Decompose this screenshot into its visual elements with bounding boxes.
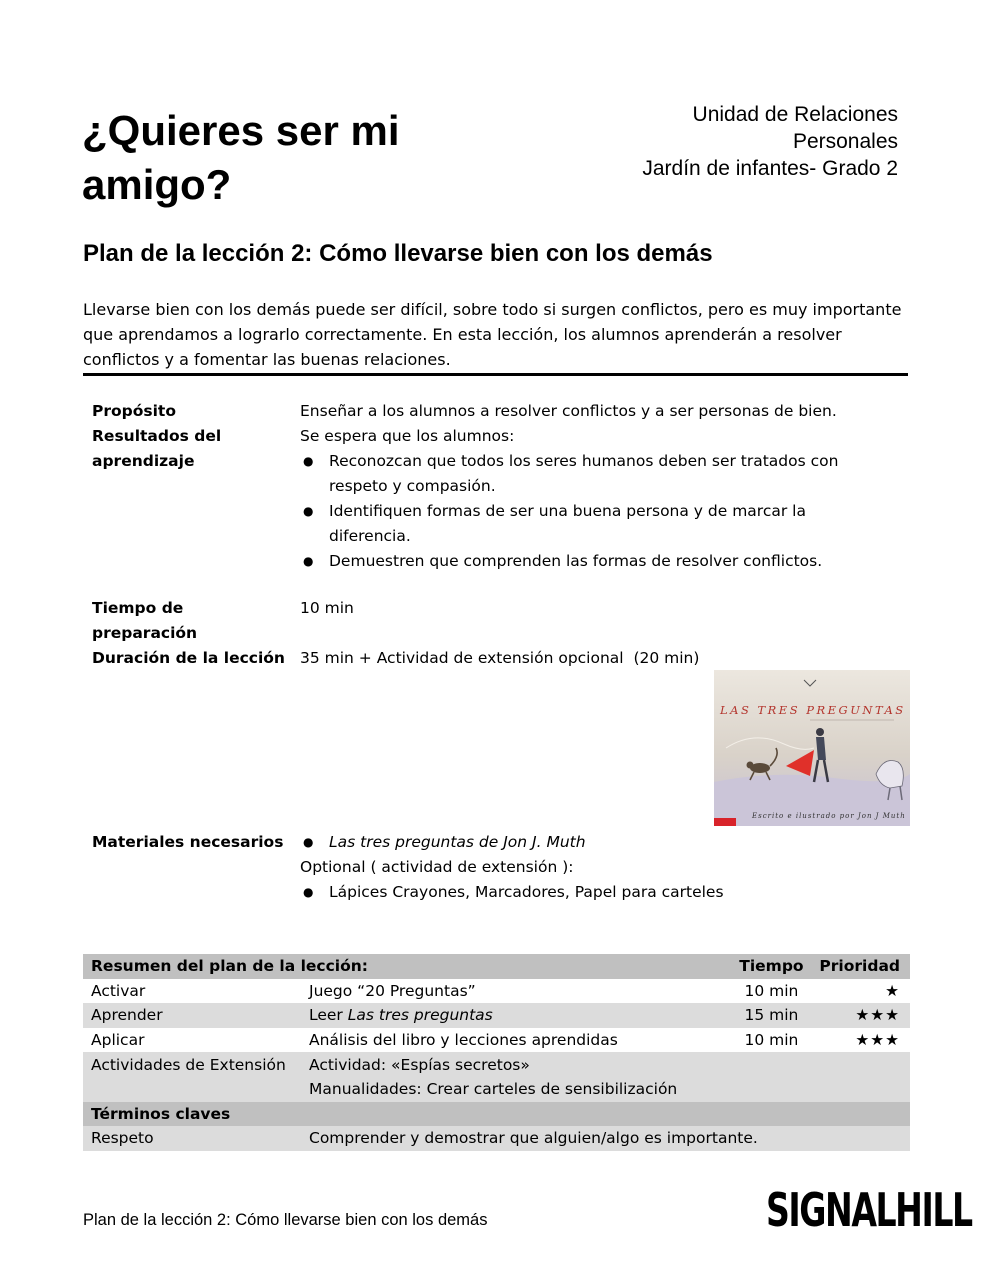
grade-level: Jardín de infantes- Grado 2 — [642, 157, 898, 180]
term-definition-cell: Comprender y demostrar que alguien/algo es importante. — [301, 1126, 910, 1151]
prep-time-label: Tiempo de preparación — [92, 599, 198, 642]
materials-item: ● Las tres preguntas de Jon J. Muth — [300, 830, 860, 855]
page-title: ¿Quieres ser mi amigo? — [82, 107, 400, 208]
outcome-item: ● Demuestren que comprenden las formas de resolver conflictos. — [300, 549, 880, 574]
duration-value: 35 min + Actividad de extensión opcional (20 min) — [300, 649, 700, 667]
materials-block — [300, 830, 860, 905]
outcomes-list — [300, 449, 880, 574]
terms-header: Términos claves — [83, 1102, 910, 1127]
prep-time-value: 10 min — [300, 599, 354, 617]
summary-header: Resumen del plan de la lección: — [83, 954, 723, 979]
outcomes-label: Resultados del aprendizaje — [92, 427, 222, 470]
activity-cell: Actividad: «Espías secretos» — [301, 1052, 723, 1077]
activity-cell: Análisis del libro y lecciones aprendidas — [309, 1031, 618, 1050]
priority-cell: ★★★ — [811, 1003, 910, 1028]
activity-cell: Leer Las tres preguntas — [301, 1003, 723, 1028]
table-row — [83, 1077, 910, 1102]
time-cell: 15 min — [723, 1003, 811, 1028]
intro-paragraph: Llevarse bien con los demás puede ser difícil, sobre todo si surgen conflictos, pero es muy importante que aprendamos a lograrlo correctamente. En esta lección, los alumnos aprenderán a resolver conflictos y a fomentar las buenas relaciones. — [83, 300, 902, 369]
table-row — [83, 979, 910, 1004]
table-row — [83, 1126, 910, 1151]
priority-cell: ★★★ — [855, 1031, 900, 1050]
outcome-item: ● Reconozcan que todos los seres humanos deben ser tratados con respeto y compasión. — [300, 449, 880, 499]
stage-cell: Aplicar — [91, 1031, 145, 1050]
purpose-label: Propósito Resultados del aprendizaje — [92, 399, 282, 474]
unit-info — [538, 101, 898, 182]
outcomes-intro: Se espera que los alumnos: — [300, 427, 515, 445]
book-cover-image — [714, 670, 910, 826]
materials-label: Materiales necesarios — [92, 833, 284, 851]
term-cell: Respeto — [83, 1126, 301, 1151]
lesson-title: Plan de la lección 2: Cómo llevarse bien con los demás — [83, 240, 713, 267]
stage-cell: Activar — [91, 981, 146, 1000]
priority-cell: ★ — [885, 981, 900, 1000]
lesson-summary-table — [83, 954, 910, 1151]
table-row — [83, 1028, 910, 1053]
signalhill-logo: SIGNALHILL — [766, 1183, 972, 1237]
outcome-item: ● Identifiquen formas de ser una buena persona y de marcar la diferencia. — [300, 499, 880, 549]
book-cover-subtitle: Escrito e ilustrado por Jon J Muth — [752, 812, 906, 820]
summary-header-row — [83, 954, 910, 979]
time-header: Tiempo — [723, 954, 811, 979]
priority-header: Prioridad — [811, 954, 910, 979]
purpose-value: Enseñar a los alumnos a resolver conflictos y a ser personas de bien. — [300, 402, 837, 420]
optional-materials-item: ● Lápices Crayones, Marcadores, Papel para carteles — [300, 880, 860, 905]
table-row — [83, 1003, 910, 1028]
purpose-block — [300, 399, 880, 574]
time-cell: 10 min — [744, 981, 799, 1000]
stage-cell: Aprender — [83, 1003, 301, 1028]
duration-label: Duración de la lección — [92, 649, 285, 667]
section-divider — [83, 373, 908, 376]
activity-cell: Juego “20 Preguntas” — [309, 981, 476, 1000]
activity-cell: Manualidades: Crear carteles de sensibilización — [301, 1077, 723, 1102]
book-cover-title: LAS TRES PREGUNTAS — [720, 703, 906, 717]
optional-materials-label: Optional ( actividad de extensión ): — [300, 858, 574, 876]
time-cell: 10 min — [744, 1031, 799, 1050]
terms-header-row — [83, 1102, 910, 1127]
unit-name-line1: Unidad de Relaciones — [692, 103, 898, 126]
unit-name-line2: Personales — [792, 130, 898, 153]
table-row — [83, 1052, 910, 1077]
stage-cell: Actividades de Extensión — [83, 1052, 301, 1077]
footer-text: Plan de la lección 2: Cómo llevarse bien con los demás — [83, 1211, 488, 1229]
